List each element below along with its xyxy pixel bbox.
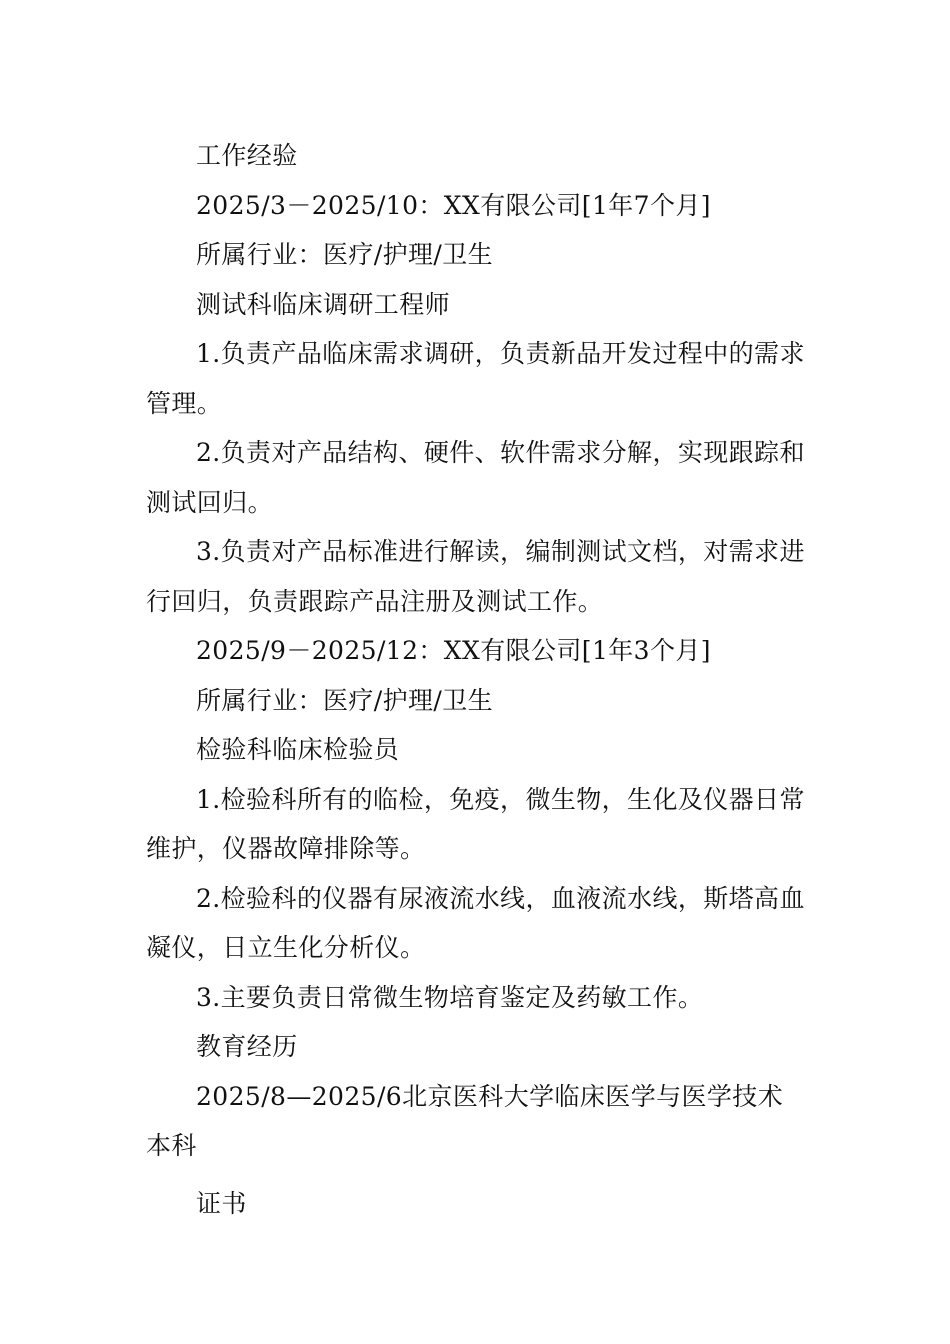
job-industry-1: 所属行业：医疗/护理/卫生 xyxy=(196,240,494,269)
job-title-1: 测试科临床调研工程师 xyxy=(196,289,451,319)
job-period-1: 2025/3－2025/10：XX有限公司[1年7个月] xyxy=(196,190,711,220)
job-duty-2-2: 2.检验科的仪器有尿液流水线，血液流水线，斯塔高血凝仪，日立生化分析仪。 xyxy=(146,883,805,962)
section-heading-work-experience: 工作经验 xyxy=(196,141,298,170)
job-duty-1-2: 2.负责对产品结构、硬件、软件需求分解，实现跟踪和测试回归。 xyxy=(146,438,805,517)
section-heading-certificates: 证书 xyxy=(196,1188,247,1218)
job-title-2: 检验科临床检验员 xyxy=(196,735,400,764)
document-body xyxy=(146,131,808,1228)
section-heading-education: 教育经历 xyxy=(196,1032,298,1061)
job-duty-1-1: 1.负责产品临床需求调研，负责新品开发过程中的需求管理。 xyxy=(146,339,805,418)
job-duty-2-3: 3.主要负责日常微生物培育鉴定及药敏工作。 xyxy=(196,982,704,1012)
job-period-2: 2025/9－2025/12：XX有限公司[1年3个月] xyxy=(196,636,711,665)
education-entry: 2025/8—2025/6北京医科大学临床医学与医学技术本科 xyxy=(146,1081,784,1160)
job-duty-2-1: 1.检验科所有的临检，免疫，微生物，生化及仪器日常维护，仪器故障排除等。 xyxy=(146,784,805,863)
job-industry-2: 所属行业：医疗/护理/卫生 xyxy=(196,685,494,715)
job-duty-1-3: 3.负责对产品标准进行解读，编制测试文档，对需求进行回归，负责跟踪产品注册及测试工作。 xyxy=(146,537,805,616)
